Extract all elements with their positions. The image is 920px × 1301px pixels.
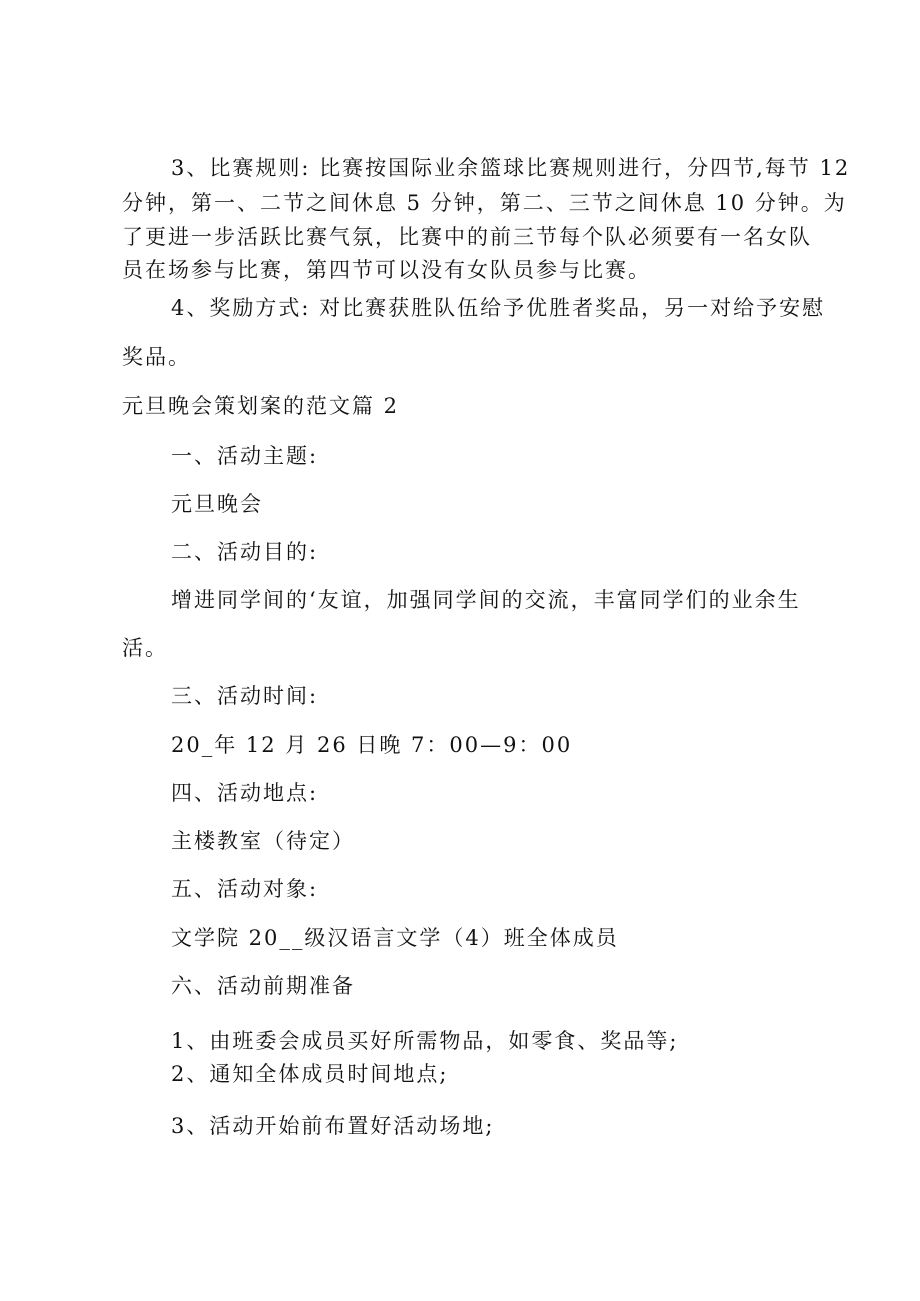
theme-heading: 一、活动主题: xyxy=(171,444,319,468)
audience-value: 文学院 20__级汉语言文学（4）班全体成员 xyxy=(171,926,619,950)
prep-heading: 六、活动前期准备 xyxy=(171,974,355,998)
reward-line-1: 4、奖励方式: 对比赛获胜队伍给予优胜者奖品，另一对给予安慰 xyxy=(171,296,826,320)
purpose-line-2: 活。 xyxy=(122,636,168,660)
place-value: 主楼教室（待定） xyxy=(171,829,355,853)
time-value: 20_年 12 月 26 日晚 7：00—9：00 xyxy=(171,733,573,757)
purpose-line-1: 增进同学间的‘友谊，加强同学间的交流，丰富同学们的业余生 xyxy=(171,588,801,612)
reward-line-2: 奖品。 xyxy=(122,345,191,369)
rules-line-2: 分钟，第一、二节之间休息 5 分钟，第二、三节之间休息 10 分钟。为 xyxy=(122,191,847,215)
purpose-heading: 二、活动目的: xyxy=(171,540,319,564)
theme-value: 元旦晚会 xyxy=(171,492,263,516)
prep-item: 1、由班委会成员买好所需物品，如零食、奖品等; xyxy=(171,1029,679,1053)
rules-line-3: 了更进一步活跃比赛气氛，比赛中的前三节每个队必须要有一名女队 xyxy=(122,225,812,249)
time-heading: 三、活动时间: xyxy=(171,684,319,708)
rules-line-4: 员在场参与比赛，第四节可以没有女队员参与比赛。 xyxy=(122,258,651,282)
rules-line-1: 3、比赛规则: 比赛按国际业余篮球比赛规则进行，分四节,每节 12 xyxy=(171,156,851,180)
prep-item: 3、活动开始前布置好活动场地; xyxy=(171,1114,495,1138)
prep-item: 2、通知全体成员时间地点; xyxy=(171,1062,449,1086)
place-heading: 四、活动地点: xyxy=(171,781,319,805)
audience-heading: 五、活动对象: xyxy=(171,877,319,901)
section-title: 元旦晚会策划案的范文篇 2 xyxy=(122,394,400,418)
